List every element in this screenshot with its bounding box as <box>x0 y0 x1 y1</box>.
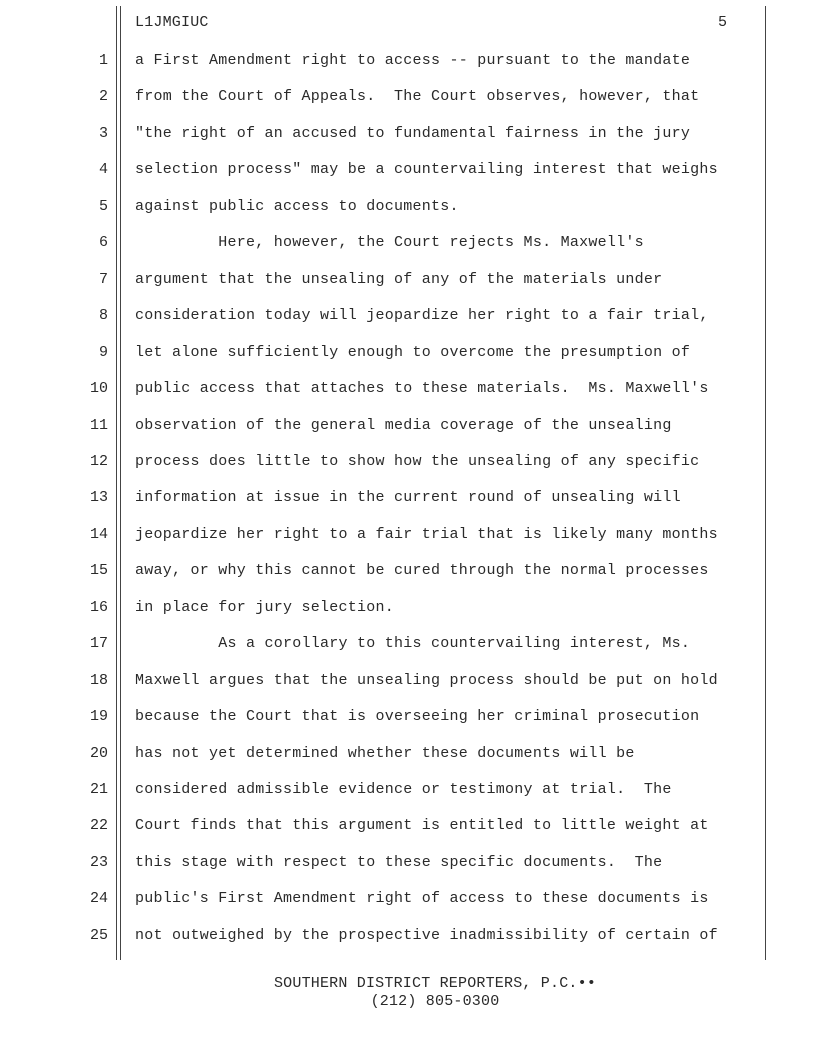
transcript-line <box>0 453 816 473</box>
line-number: 21 <box>89 781 108 798</box>
line-number: 3 <box>98 124 108 142</box>
transcript-line <box>0 927 816 947</box>
line-text: against public access to documents. <box>135 197 459 215</box>
line-text: because the Court that is overseeing her criminal prosecution <box>135 708 700 726</box>
line-number: 5 <box>98 197 108 215</box>
line-text: has not yet determined whether these documents will be <box>135 744 635 762</box>
line-text: away, or why this cannot be cured through the normal processes <box>135 562 709 580</box>
line-number: 11 <box>89 416 108 434</box>
line-number: 9 <box>98 343 108 361</box>
page-number: 5 <box>718 14 728 31</box>
transcript-line <box>0 599 816 619</box>
footer-reporter: SOUTHERN DISTRICT REPORTERS, P.C.•• <box>273 975 597 992</box>
line-text: Court finds that this argument is entitled to little weight at <box>135 817 709 835</box>
line-number: 17 <box>89 635 108 653</box>
line-text: public access that attaches to these materials. Ms. Maxwell's <box>135 380 709 398</box>
transcript-line <box>0 198 816 218</box>
transcript-line <box>0 125 816 145</box>
line-number: 7 <box>98 270 108 288</box>
line-text: selection process" may be a countervailing interest that weighs <box>135 161 718 179</box>
transcript-line <box>0 781 816 801</box>
line-number: 19 <box>89 708 108 726</box>
line-text: this stage with respect to these specific documents. The <box>135 853 663 871</box>
transcript-line <box>0 526 816 546</box>
case-id: L1JMGIUC <box>135 14 209 31</box>
line-number: 12 <box>89 452 108 470</box>
line-number: 2 <box>98 88 108 106</box>
line-text: argument that the unsealing of any of the materials under <box>135 270 663 288</box>
transcript-line <box>0 380 816 400</box>
line-text: not outweighed by the prospective inadmissibility of certain of <box>135 926 718 944</box>
transcript-line <box>0 417 816 437</box>
transcript-line <box>0 234 816 254</box>
line-number: 8 <box>98 307 108 325</box>
transcript-line <box>0 817 816 837</box>
line-text: let alone sufficiently enough to overcome the presumption of <box>135 343 691 361</box>
line-text: jeopardize her right to a fair trial that is likely many months <box>135 525 718 543</box>
transcript-line <box>0 52 816 72</box>
line-number: 22 <box>89 817 108 835</box>
transcript-line <box>0 344 816 364</box>
line-number: 4 <box>98 161 108 179</box>
line-text: Here, however, the Court rejects Ms. Maxwell's <box>135 234 644 252</box>
line-text: information at issue in the current round of unsealing will <box>135 489 681 507</box>
transcript-line <box>0 271 816 291</box>
transcript-line <box>0 562 816 582</box>
line-text: public's First Amendment right of access to these documents is <box>135 890 709 908</box>
line-text: observation of the general media coverage of the unsealing <box>135 416 672 434</box>
line-text: process does little to show how the unsealing of any specific <box>135 452 700 470</box>
transcript-line <box>0 890 816 910</box>
transcript-line <box>0 635 816 655</box>
line-number: 25 <box>89 926 108 944</box>
line-number: 24 <box>89 890 108 908</box>
line-number: 1 <box>98 52 108 69</box>
line-number: 16 <box>89 598 108 616</box>
line-text: considered admissible evidence or testimony at trial. The <box>135 781 672 798</box>
line-text: in place for jury selection. <box>135 598 395 616</box>
transcript-line <box>0 672 816 692</box>
line-text: "the right of an accused to fundamental fairness in the jury <box>135 124 691 142</box>
line-text: Maxwell argues that the unsealing process should be put on hold <box>135 671 718 689</box>
line-text: a First Amendment right to access -- pursuant to the mandate <box>135 52 691 69</box>
transcript-line <box>0 489 816 509</box>
line-number: 15 <box>89 562 108 580</box>
transcript-line <box>0 854 816 874</box>
transcript-line <box>0 708 816 728</box>
footer-phone: (212) 805-0300 <box>370 993 500 1010</box>
line-number: 14 <box>89 525 108 543</box>
line-number: 10 <box>89 380 108 398</box>
line-number: 13 <box>89 489 108 507</box>
line-text: As a corollary to this countervailing interest, Ms. <box>135 635 691 653</box>
line-text: consideration today will jeopardize her right to a fair trial, <box>135 307 709 325</box>
transcript-line <box>0 745 816 765</box>
line-number: 18 <box>89 671 108 689</box>
transcript-line <box>0 88 816 108</box>
line-number: 20 <box>89 744 108 762</box>
line-text: from the Court of Appeals. The Court observes, however, that <box>135 88 700 106</box>
transcript-line <box>0 161 816 181</box>
line-number: 6 <box>98 234 108 252</box>
transcript-line <box>0 307 816 327</box>
line-number: 23 <box>89 853 108 871</box>
